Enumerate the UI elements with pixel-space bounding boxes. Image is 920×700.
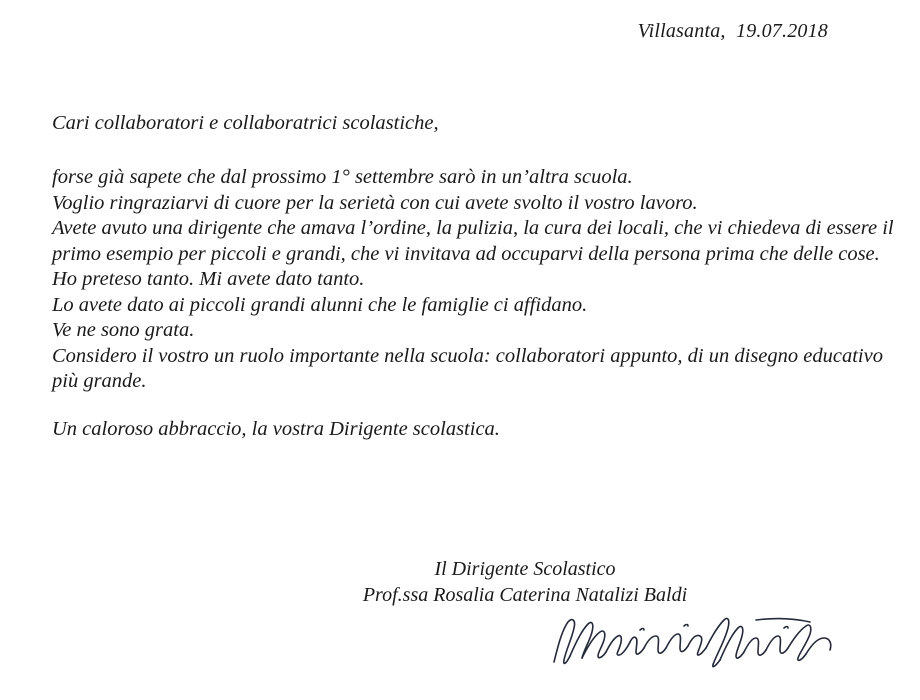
salutation: Cari collaboratori e collaboratrici scolastiche, — [52, 112, 439, 134]
paragraph: Avete avuto una dirigente che amava l’ordine, la pulizia, la cura dei locali, che vi chiedeva di essere il primo esempio per piccoli e grandi, che vi invitava ad occuparvi della persona prima che delle cose. — [52, 217, 894, 265]
paragraph: Lo avete dato ai piccoli grandi alunni che le famiglie ci affidano. — [52, 293, 588, 316]
paragraph: Voglio ringraziarvi di cuore per la serietà con cui avete svolto il vostro lavoro. — [52, 191, 698, 214]
date-line: Villasanta, 19.07.2018 — [637, 20, 828, 42]
handwritten-signature-icon — [548, 612, 848, 672]
signature-name: Prof.ssa Rosalia Caterina Natalizi Baldi — [362, 584, 688, 606]
signature-block — [0, 556, 920, 608]
paragraph: Ho preteso tanto. Mi avete dato tanto. — [52, 268, 365, 290]
paragraph: Considero il vostro un ruolo importante nella scuola: collaboratori appunto, di un disegno educativo più grande. — [52, 344, 883, 392]
signature-role: Il Dirigente Scolastico — [434, 558, 616, 580]
closing-line: Un caloroso abbraccio, la vostra Dirigente scolastica. — [52, 417, 500, 440]
letter-body — [52, 165, 897, 442]
paragraph: Ve ne sono grata. — [52, 319, 195, 341]
paragraph: forse già sapete che dal prossimo 1° settembre sarò in un’altra scuola. — [52, 166, 633, 188]
